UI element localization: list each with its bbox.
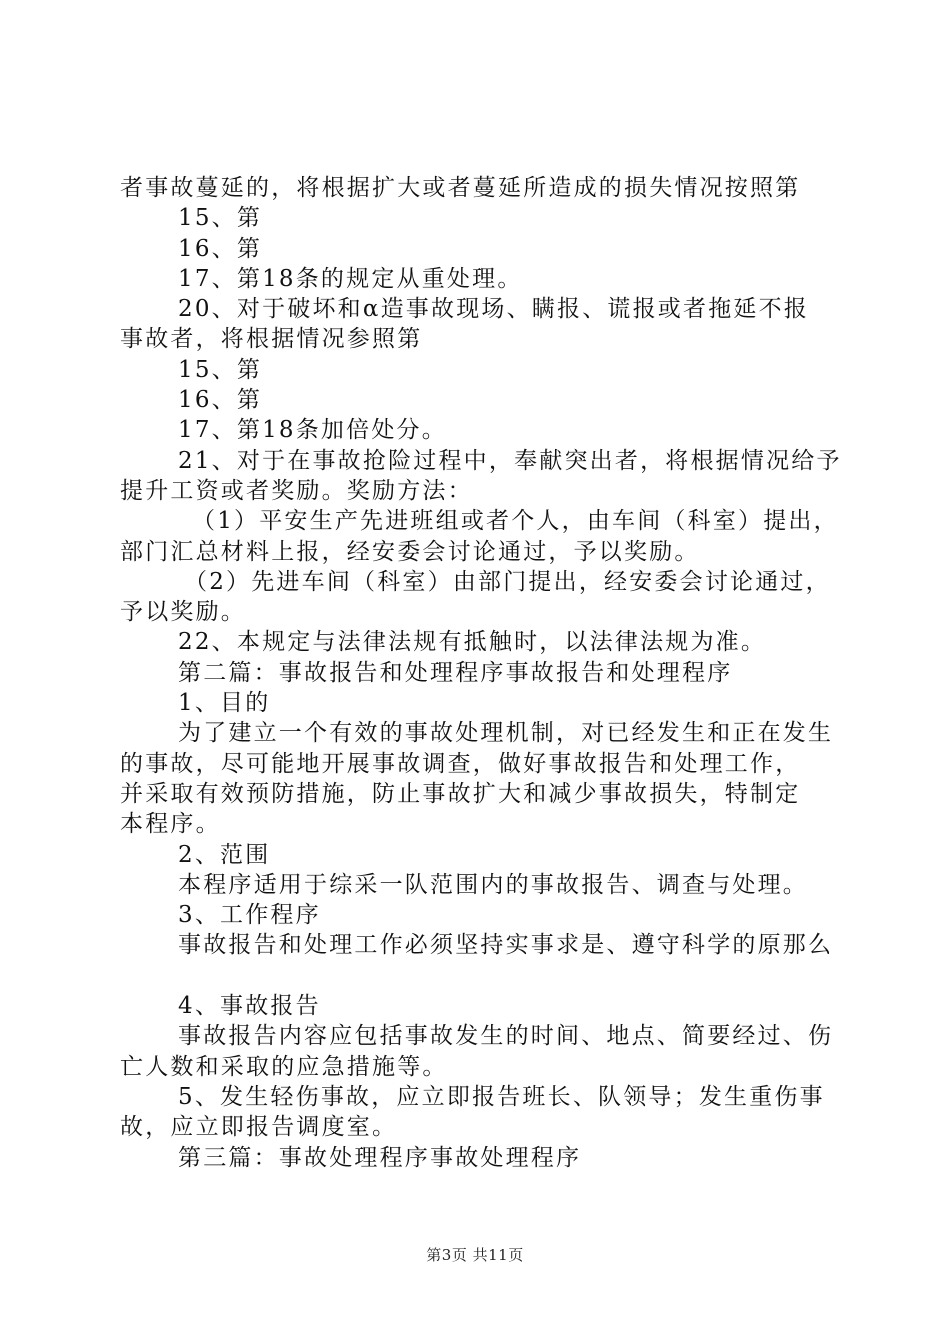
text-line: 21、对于在事故抢险过程中，奉献突出者，将根据情况给予 [178,447,842,474]
text-line: 为了建立一个有效的事故处理机制，对已经发生和正在发生 [178,720,834,747]
text-line: （2）先进车间（科室）由部门提出，经安委会讨论通过， [184,568,831,595]
text-line: 予以奖励。 [120,599,246,626]
text-line: 者事故蔓延的，将根据扩大或者蔓延所造成的损失情况按照第 [120,175,801,201]
text-line: 17、第18条的规定从重处理。 [178,265,523,292]
blank-line [120,961,832,991]
text-line: 22、本规定与法律法规有抵触时，以法律法规为准。 [178,629,767,656]
text-line: 3、工作程序 [178,902,321,929]
text-line: 20、对于破坏和α造事故现场、瞒报、谎报或者拖延不报 [178,296,809,323]
text-line: 本程序适用于综采一队范围内的事故报告、调查与处理。 [178,871,808,898]
text-line: 事故报告内容应包括事故发生的时间、地点、简要经过、伤 [178,1023,834,1050]
text-line: 17、第18条加倍处分。 [178,417,447,444]
text-line: 4、事故报告 [178,993,321,1020]
text-line: 故，应立即报告调度室。 [120,1114,398,1141]
page-number-footer: 第3页 共11页 [426,1246,524,1264]
text-line: 1、目的 [178,690,271,717]
text-line: 事故者，将根据情况参照第 [120,326,423,353]
text-line: 2、范围 [178,841,271,868]
text-line: 事故报告和处理工作必须坚持实事求是、遵守科学的原那么 [178,932,834,959]
section-heading: 第三篇：事故处理程序事故处理程序 [178,1144,582,1171]
text-line: 提升工资或者奖励。奖励方法： [120,477,473,504]
text-line: 16、第 [178,387,263,414]
text-line: 亡人数和采取的应急措施等。 [120,1053,448,1080]
text-line: 的事故，尽可能地开展事故调查，做好事故报告和处理工作， [120,750,801,777]
text-line: 5、发生轻伤事故，应立即报告班长、队领导；发生重伤事 [178,1083,825,1110]
text-line: 并采取有效预防措施，防止事故扩大和减少事故损失，特制定 [120,780,801,807]
text-line: 16、第 [178,235,263,262]
text-line: 15、第 [178,205,263,232]
document-body [120,173,842,1173]
text-line: 本程序。 [120,811,221,838]
text-line: （1）平安生产先进班组或者个人，由车间（科室）提出， [192,508,839,535]
text-line: 部门汇总材料上报，经安委会讨论通过，予以奖励。 [120,538,700,565]
text-line: 15、第 [178,356,263,383]
section-heading: 第二篇：事故报告和处理程序事故报告和处理程序 [178,659,733,686]
